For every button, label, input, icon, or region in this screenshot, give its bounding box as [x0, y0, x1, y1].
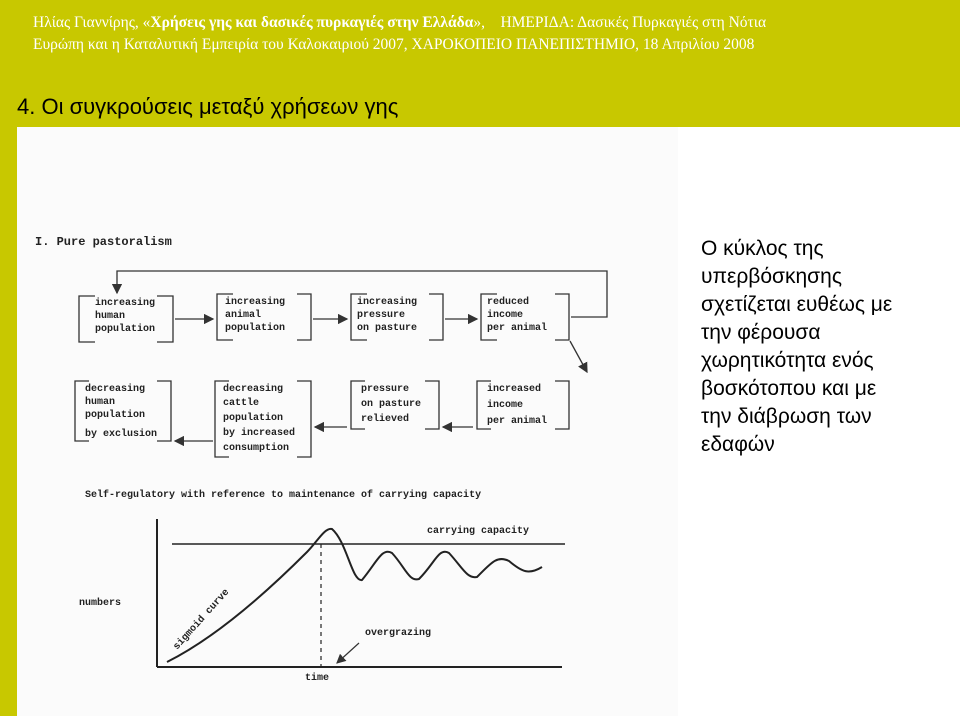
- top-row-arrows: [117, 271, 607, 372]
- description-line: εδαφών: [701, 433, 775, 456]
- graph-title: Self-regulatory with reference to maintenance of carrying capacity: [85, 490, 482, 501]
- top-box-4: [481, 294, 569, 340]
- scanned-figure: [17, 127, 678, 716]
- numbers-label: numbers: [79, 598, 122, 609]
- svg-text:decreasing: decreasing: [85, 384, 146, 395]
- description-line: σχετίζεται ευθέως με: [701, 293, 893, 316]
- overgrazing-label: overgrazing: [365, 628, 432, 639]
- sigmoid-curve-label: sigmoid curve: [171, 587, 233, 653]
- bottom-box-3: [351, 381, 439, 429]
- svg-text:population: population: [95, 324, 156, 335]
- svg-text:human: human: [85, 397, 116, 408]
- svg-text:reduced: reduced: [487, 297, 530, 308]
- svg-text:increasing: increasing: [357, 297, 418, 308]
- svg-text:pressure: pressure: [361, 384, 410, 395]
- svg-text:consumption: consumption: [223, 443, 290, 454]
- overgrazing-arrow: [337, 643, 359, 663]
- bottom-box-1: [75, 381, 171, 441]
- svg-text:decreasing: decreasing: [223, 384, 284, 395]
- description-line: Ο κύκλος της: [701, 237, 824, 260]
- description-line: χωρητικότητα ενός: [701, 349, 874, 372]
- svg-text:population: population: [225, 323, 286, 334]
- svg-text:income: income: [487, 400, 524, 411]
- description-line: την φέρουσα: [701, 321, 821, 344]
- description-line: βοσκότοπου και με: [701, 377, 877, 400]
- header-event: ΗΜΕΡΙΔΑ: Δασικές Πυρκαγιές στη Νότια: [500, 14, 767, 31]
- bottom-box-2: [215, 381, 311, 457]
- svg-text:population: population: [223, 413, 284, 424]
- top-box-3: [351, 294, 443, 340]
- header-title: Χρήσεις γης και δασικές πυρκαγιές στην Ελλάδα: [150, 14, 474, 31]
- svg-text:increasing: increasing: [95, 298, 156, 309]
- svg-text:by increased: by increased: [223, 428, 296, 439]
- section-title: 4. Οι συγκρούσεις μεταξύ χρήσεων γης: [17, 94, 399, 119]
- svg-text:per animal: per animal: [487, 323, 548, 334]
- time-label: time: [305, 673, 330, 684]
- svg-text:by exclusion: by exclusion: [85, 429, 158, 440]
- svg-text:increased: increased: [487, 384, 542, 395]
- description-text: [701, 235, 951, 459]
- svg-text:on pasture: on pasture: [361, 399, 422, 410]
- svg-text:increasing: increasing: [225, 297, 286, 308]
- bottom-box-4: [477, 381, 569, 429]
- carrying-capacity-label: carrying capacity: [427, 526, 530, 537]
- svg-text:pressure: pressure: [357, 310, 406, 321]
- header-line-1: Ηλίας Γιαννίρης, «Χρήσεις γης και δασικές πυρκαγιές στην Ελλάδα», ΗΜΕΡΙΔΑ: Δασικές Πυρκαγιές στη Νότια: [33, 14, 767, 31]
- svg-text:per animal: per animal: [487, 416, 548, 427]
- description-panel: [678, 127, 960, 716]
- svg-text:population: population: [85, 410, 146, 421]
- top-box-1: [79, 296, 173, 342]
- description-line: υπερβόσκησης: [701, 265, 842, 288]
- svg-text:income: income: [487, 310, 524, 321]
- slide-header: [33, 12, 943, 56]
- pastoralism-diagram: [17, 127, 678, 716]
- svg-text:animal: animal: [225, 310, 262, 321]
- svg-text:human: human: [95, 311, 126, 322]
- svg-text:on pasture: on pasture: [357, 323, 418, 334]
- figure-heading: I. Pure pastoralism: [35, 235, 172, 249]
- description-line: την διάβρωση των: [701, 405, 872, 428]
- top-box-2: [217, 294, 311, 340]
- svg-text:relieved: relieved: [361, 414, 410, 425]
- svg-text:cattle: cattle: [223, 398, 260, 409]
- header-line-2: Ευρώπη και η Καταλυτική Εμπειρία του Καλοκαιριού 2007, ΧΑΡΟΚΟΠΕΙΟ ΠΑΝΕΠΙΣΤΗΜΙΟ, 18 Απριλίου 2008: [33, 36, 755, 53]
